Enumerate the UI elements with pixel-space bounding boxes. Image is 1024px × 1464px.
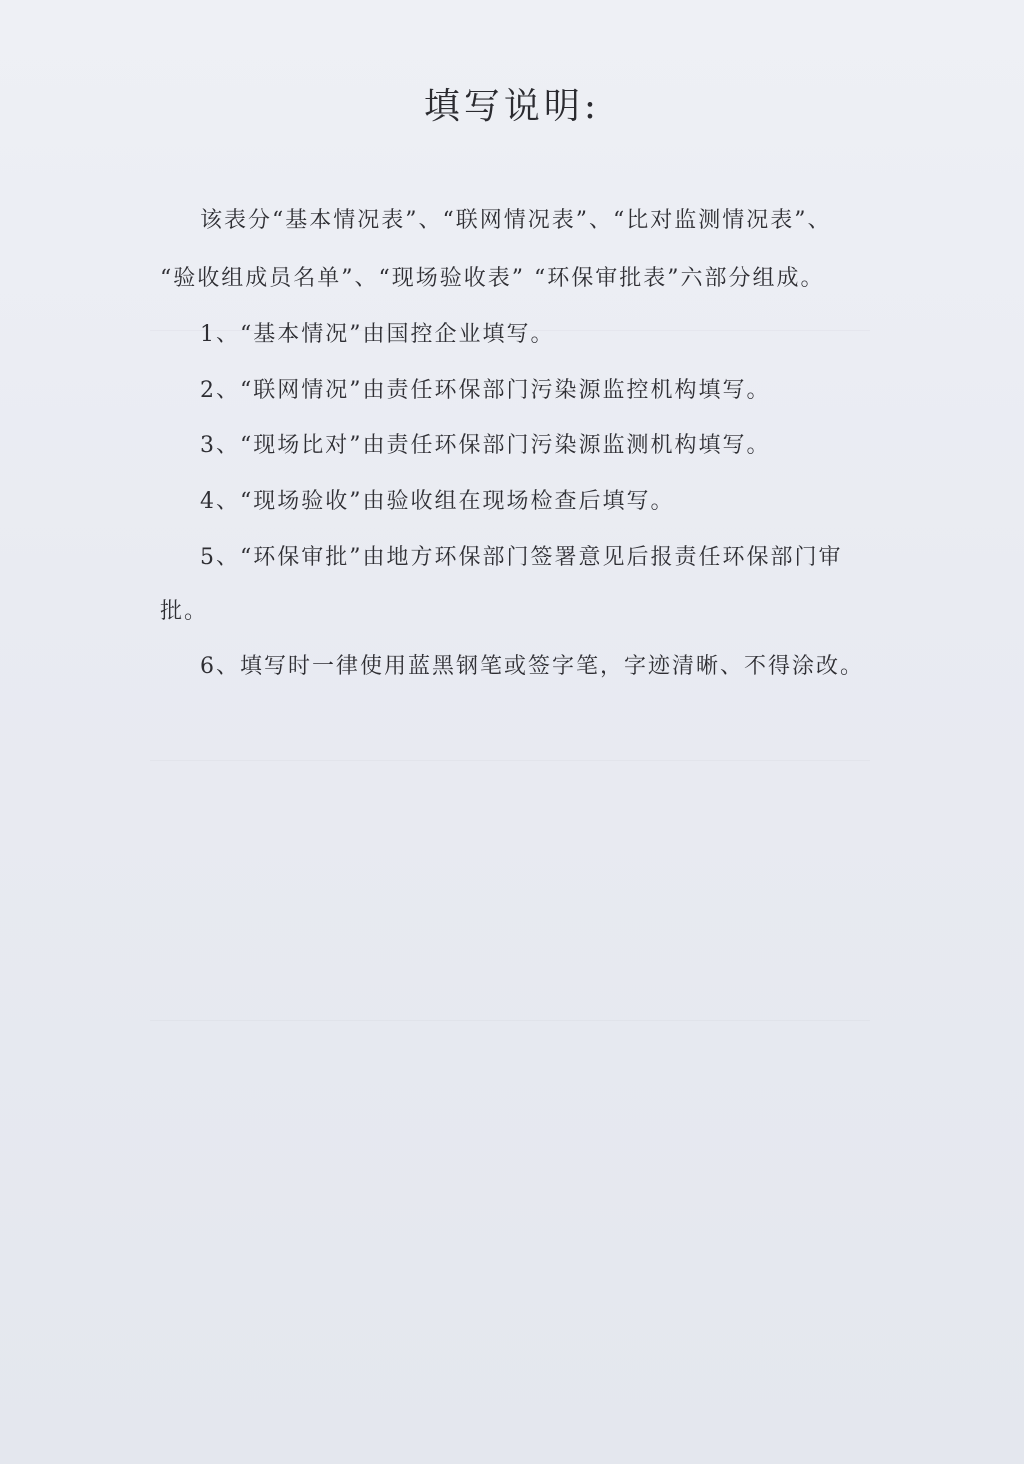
instruction-item-2: 2、“联网情况”由责任环保部门污染源监控机构填写。 (200, 378, 771, 403)
instruction-item-4: 4、“现场验收”由验收组在现场检查后填写。 (200, 489, 675, 514)
intro-line-2: “验收组成员名单”、“现场验收表” “环保审批表”六部分组成。 (160, 266, 825, 291)
instruction-item-1: 1、“基本情况”由国控企业填写。 (200, 322, 555, 347)
intro-line-1: 该表分“基本情况表”、“联网情况表”、“比对监测情况表”、 (200, 208, 832, 233)
instruction-item-6: 6、填写时一律使用蓝黑钢笔或签字笔，字迹清晰、不得涂改。 (200, 654, 864, 679)
bleed-through-line (150, 1020, 870, 1021)
page-title: 填写说明: (423, 86, 601, 127)
bleed-through-line (150, 760, 870, 761)
instruction-item-5: 5、“环保审批”由地方环保部门签署意见后报责任环保部门审 (200, 545, 843, 570)
instruction-item-5-continued: 批。 (160, 599, 209, 624)
instruction-item-3: 3、“现场比对”由责任环保部门污染源监测机构填写。 (200, 433, 771, 458)
